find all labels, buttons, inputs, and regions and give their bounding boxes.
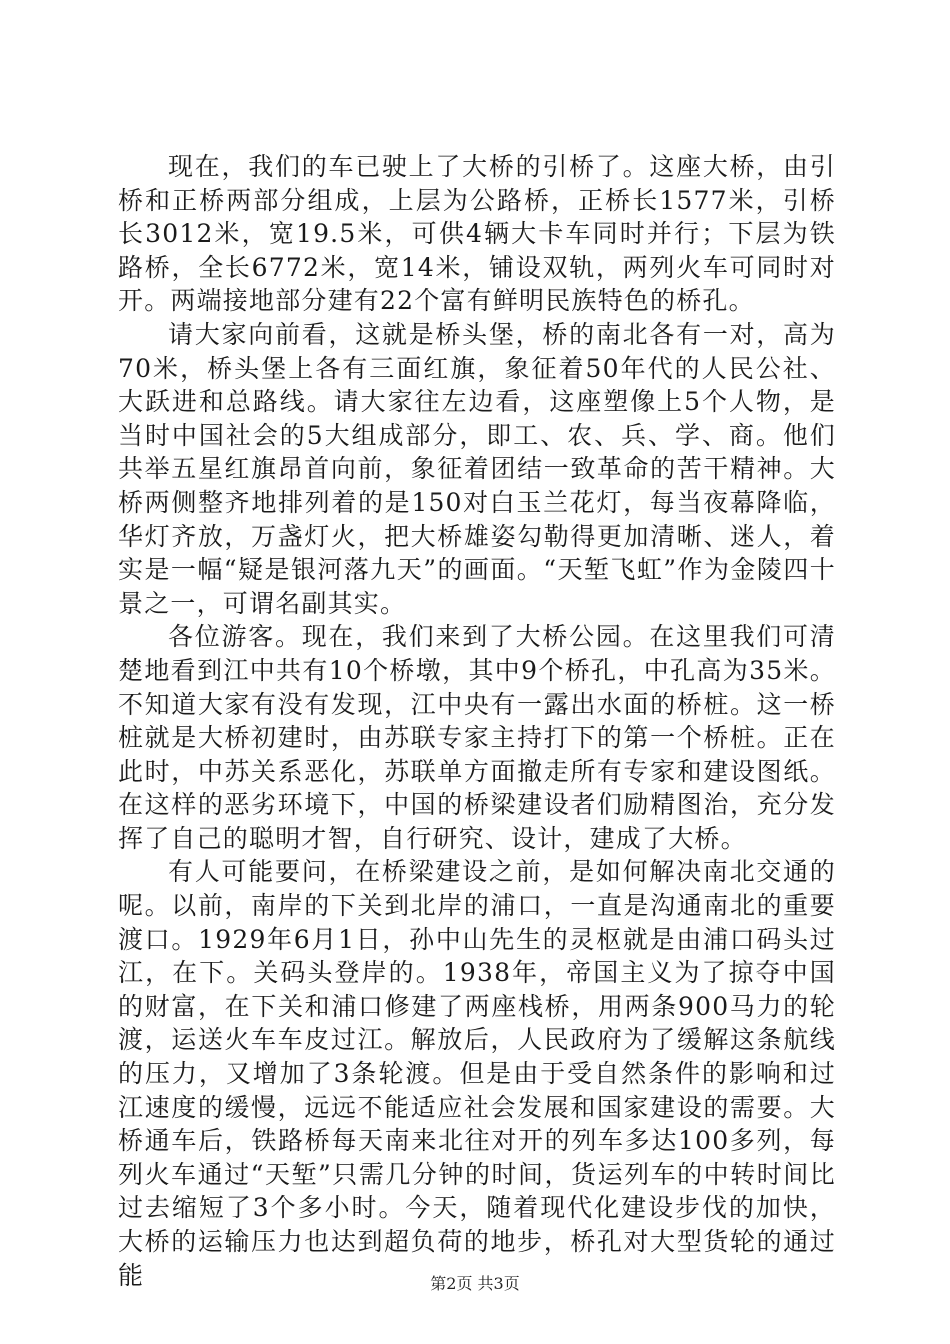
paragraph-bridgehead-towers: 请大家向前看，这就是桥头堡，桥的南北各有一对，高为70米，桥头堡上各有三面红旗，象征着50年代的人民公社、大跃进和总路线。请大家往左边看，这座塑像上5个人物，是当时中国社会的5大组成部分，即工、农、兵、学、商。他们共举五星红旗昂首向前，象征着团结一致革命的苦干精神。大桥两侧整齐地排列着的是150对白玉兰花灯，每当夜幕降临，华灯齐放，万盏灯火，把大桥雄姿勾勒得更加清晰、迷人，着实是一幅“疑是银河落九天”的画面。“天堑飞虹”作为金陵四十景之一，可谓名副其实。 [118,319,836,618]
page-footer [0,1274,950,1294]
document-body [118,150,836,1292]
paragraph-bridge-park: 各位游客。现在，我们来到了大桥公园。在这里我们可清楚地看到江中共有10个桥墩，其中9个桥孔，中孔高为35米。不知道大家有没有发现，江中央有一露出水面的桥桩。这一桥桩就是大桥初建时，由苏联专家主持打下的第一个桥桩。正在此时，中苏关系恶化，苏联单方面撤走所有专家和建设图纸。在这样的恶劣环境下，中国的桥梁建设者们励精图治，充分发挥了自己的聪明才智，自行研究、设计，建成了大桥。 [118,622,836,853]
paragraph-bridge-structure: 现在，我们的车已驶上了大桥的引桥了。这座大桥，由引桥和正桥两部分组成，上层为公路桥，正桥长1577米，引桥长3012米，宽19.5米，可供4辆大卡车同时并行；下层为铁路桥，全长6772米，宽14米，铺设双轨，两列火车可同时对开。两端接地部分建有22个富有鲜明民族特色的桥孔。 [118,152,836,316]
paragraph-ferry-history: 有人可能要问，在桥梁建设之前，是如何解决南北交通的呢。以前，南岸的下关到北岸的浦口，一直是沟通南北的重要渡口。1929年6月1日，孙中山先生的灵枢就是由浦口码头过江，在下。关码头登岸的。1938年，帝国主义为了掠夺中国的财富，在下关和浦口修建了两座栈桥，用两条900马力的轮渡，运送火车车皮过江。解放后，人民政府为了缓解这条航线的压力，又增加了3条轮渡。但是由于受自然条件的影响和过江速度的缓慢，远远不能适应社会发展和国家建设的需要。大桥通车后，铁路桥每天南来北往对开的列车多达100多列，每列火车通过“天堑”只需几分钟的时间，货运列车的中转时间比过去缩短了3个多小时。今天，随着现代化建设步伐的加快，大桥的运输压力也达到超负荷的地步，桥孔对大型货轮的通过能 [118,857,836,1290]
page-number-label: 第2页 共3页 [430,1274,520,1293]
